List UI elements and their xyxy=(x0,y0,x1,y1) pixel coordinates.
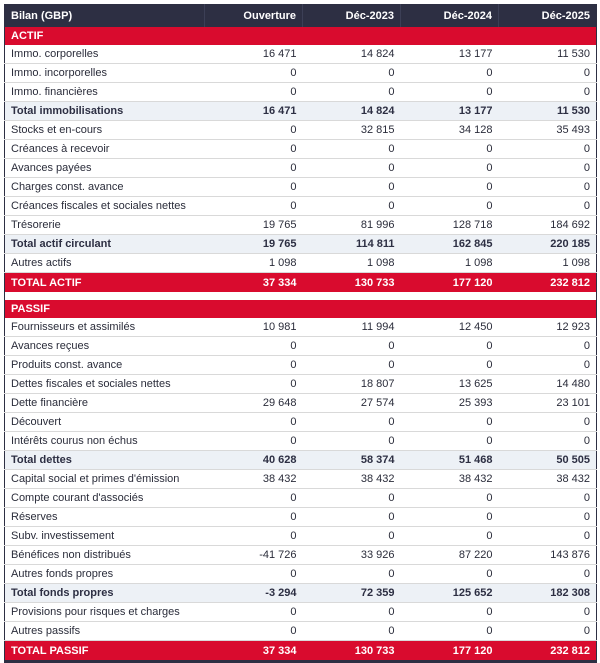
cell-value: 11 530 xyxy=(499,102,597,121)
row-label: Capital social et primes d'émission xyxy=(5,470,205,489)
cell-value: 0 xyxy=(303,83,401,102)
cell-value: 14 480 xyxy=(499,375,597,394)
cell-value: -3 294 xyxy=(205,584,303,603)
column-header-dec-2025: Déc-2025 xyxy=(499,4,597,27)
cell-value: 11 530 xyxy=(499,45,597,64)
cell-value: 0 xyxy=(205,508,303,527)
cell-value: 0 xyxy=(499,489,597,508)
cell-value: 0 xyxy=(303,64,401,83)
table-row xyxy=(5,489,597,508)
column-header-dec-2023: Déc-2023 xyxy=(303,4,401,27)
cell-value: 81 996 xyxy=(303,216,401,235)
section-title: PASSIF xyxy=(5,300,597,318)
cell-value: 0 xyxy=(499,508,597,527)
cell-value: 1 098 xyxy=(303,254,401,273)
row-label: TOTAL ACTIF xyxy=(5,273,205,293)
cell-value: 0 xyxy=(499,356,597,375)
cell-value: 0 xyxy=(205,178,303,197)
cell-value: 143 876 xyxy=(499,546,597,565)
row-label: Autres passifs xyxy=(5,622,205,641)
table-title: Bilan (GBP) xyxy=(5,4,205,27)
row-label: Total actif circulant xyxy=(5,235,205,254)
row-label: Fournisseurs et assimilés xyxy=(5,318,205,337)
cell-value: 0 xyxy=(205,527,303,546)
cell-value: 32 815 xyxy=(303,121,401,140)
cell-value: 14 824 xyxy=(303,102,401,121)
cell-value: 38 432 xyxy=(499,470,597,489)
row-label: Stocks et en-cours xyxy=(5,121,205,140)
table-row xyxy=(5,641,597,662)
cell-value: 0 xyxy=(205,603,303,622)
table-row xyxy=(5,394,597,413)
cell-value: 38 432 xyxy=(401,470,499,489)
cell-value: 0 xyxy=(499,603,597,622)
row-label: TOTAL PASSIF xyxy=(5,641,205,662)
cell-value: 0 xyxy=(303,527,401,546)
cell-value: 0 xyxy=(303,337,401,356)
cell-value: 13 177 xyxy=(401,102,499,121)
cell-value: 51 468 xyxy=(401,451,499,470)
cell-value: 0 xyxy=(499,140,597,159)
cell-value: 0 xyxy=(205,64,303,83)
cell-value: 184 692 xyxy=(499,216,597,235)
header-row xyxy=(5,4,597,27)
cell-value: 1 098 xyxy=(401,254,499,273)
cell-value: 0 xyxy=(303,603,401,622)
cell-value: 0 xyxy=(205,337,303,356)
cell-value: 0 xyxy=(499,159,597,178)
section-header-passif xyxy=(5,300,597,318)
cell-value: 0 xyxy=(205,622,303,641)
cell-value: 0 xyxy=(303,197,401,216)
cell-value: 0 xyxy=(401,489,499,508)
cell-value: 16 471 xyxy=(205,102,303,121)
cell-value: 177 120 xyxy=(401,273,499,293)
cell-value: 38 432 xyxy=(303,470,401,489)
row-label: Créances fiscales et sociales nettes xyxy=(5,197,205,216)
cell-value: 0 xyxy=(303,432,401,451)
table-row xyxy=(5,197,597,216)
table-row xyxy=(5,273,597,293)
cell-value: 114 811 xyxy=(303,235,401,254)
table-row xyxy=(5,318,597,337)
cell-value: 0 xyxy=(499,432,597,451)
table-row xyxy=(5,565,597,584)
row-label: Avances reçues xyxy=(5,337,205,356)
row-label: Total fonds propres xyxy=(5,584,205,603)
row-label: Immo. incorporelles xyxy=(5,64,205,83)
row-label: Intérêts courus non échus xyxy=(5,432,205,451)
table-row xyxy=(5,216,597,235)
table-header xyxy=(5,4,597,27)
cell-value: 58 374 xyxy=(303,451,401,470)
column-header-ouverture: Ouverture xyxy=(205,4,303,27)
cell-value: 177 120 xyxy=(401,641,499,662)
cell-value: 0 xyxy=(303,508,401,527)
cell-value: 0 xyxy=(303,413,401,432)
cell-value: 0 xyxy=(401,527,499,546)
row-label: Créances à recevoir xyxy=(5,140,205,159)
cell-value: 0 xyxy=(401,622,499,641)
cell-value: 38 432 xyxy=(205,470,303,489)
cell-value: 50 505 xyxy=(499,451,597,470)
cell-value: 128 718 xyxy=(401,216,499,235)
cell-value: 12 923 xyxy=(499,318,597,337)
cell-value: 0 xyxy=(401,337,499,356)
row-label: Dettes fiscales et sociales nettes xyxy=(5,375,205,394)
cell-value: 125 652 xyxy=(401,584,499,603)
table-row xyxy=(5,83,597,102)
table-row xyxy=(5,451,597,470)
table-row xyxy=(5,527,597,546)
cell-value: 16 471 xyxy=(205,45,303,64)
cell-value: 0 xyxy=(401,159,499,178)
table-row xyxy=(5,102,597,121)
cell-value: 0 xyxy=(205,413,303,432)
cell-value: 34 128 xyxy=(401,121,499,140)
cell-value: 0 xyxy=(205,140,303,159)
table-row xyxy=(5,584,597,603)
cell-value: 0 xyxy=(499,527,597,546)
cell-value: 0 xyxy=(205,121,303,140)
cell-value: 0 xyxy=(205,83,303,102)
row-label: Trésorerie xyxy=(5,216,205,235)
cell-value: 12 450 xyxy=(401,318,499,337)
cell-value: 23 101 xyxy=(499,394,597,413)
table-row xyxy=(5,356,597,375)
cell-value: 10 981 xyxy=(205,318,303,337)
table-row xyxy=(5,45,597,64)
cell-value: 72 359 xyxy=(303,584,401,603)
row-label: Autres actifs xyxy=(5,254,205,273)
cell-value: 19 765 xyxy=(205,216,303,235)
table-row xyxy=(5,178,597,197)
cell-value: 0 xyxy=(205,432,303,451)
table-row xyxy=(5,254,597,273)
cell-value: 0 xyxy=(205,375,303,394)
table-row xyxy=(5,603,597,622)
cell-value: 1 098 xyxy=(205,254,303,273)
row-label: Charges const. avance xyxy=(5,178,205,197)
cell-value: 0 xyxy=(499,178,597,197)
table-row xyxy=(5,432,597,451)
cell-value: 18 807 xyxy=(303,375,401,394)
cell-value: 14 824 xyxy=(303,45,401,64)
section-gap-cell xyxy=(5,292,597,300)
cell-value: 130 733 xyxy=(303,641,401,662)
cell-value: 0 xyxy=(401,508,499,527)
table-row xyxy=(5,546,597,565)
table-row xyxy=(5,337,597,356)
row-label: Total dettes xyxy=(5,451,205,470)
cell-value: 29 648 xyxy=(205,394,303,413)
cell-value: 0 xyxy=(499,64,597,83)
table-row xyxy=(5,121,597,140)
cell-value: 1 098 xyxy=(499,254,597,273)
cell-value: 0 xyxy=(303,159,401,178)
cell-value: 130 733 xyxy=(303,273,401,293)
table-row xyxy=(5,470,597,489)
cell-value: 33 926 xyxy=(303,546,401,565)
cell-value: 19 765 xyxy=(205,235,303,254)
cell-value: 0 xyxy=(303,565,401,584)
cell-value: 162 845 xyxy=(401,235,499,254)
cell-value: 27 574 xyxy=(303,394,401,413)
column-header-dec-2024: Déc-2024 xyxy=(401,4,499,27)
row-label: Subv. investissement xyxy=(5,527,205,546)
cell-value: 37 334 xyxy=(205,641,303,662)
cell-value: 232 812 xyxy=(499,273,597,293)
cell-value: -41 726 xyxy=(205,546,303,565)
section-gap xyxy=(5,292,597,300)
balance-sheet-table xyxy=(4,4,597,663)
section-header-actif xyxy=(5,27,597,45)
cell-value: 0 xyxy=(499,197,597,216)
cell-value: 0 xyxy=(499,622,597,641)
row-label: Compte courant d'associés xyxy=(5,489,205,508)
cell-value: 0 xyxy=(499,413,597,432)
cell-value: 11 994 xyxy=(303,318,401,337)
row-label: Découvert xyxy=(5,413,205,432)
cell-value: 0 xyxy=(401,197,499,216)
cell-value: 0 xyxy=(401,178,499,197)
cell-value: 35 493 xyxy=(499,121,597,140)
cell-value: 0 xyxy=(401,83,499,102)
cell-value: 0 xyxy=(205,356,303,375)
row-label: Réserves xyxy=(5,508,205,527)
cell-value: 0 xyxy=(401,565,499,584)
cell-value: 0 xyxy=(205,197,303,216)
table-row xyxy=(5,159,597,178)
cell-value: 182 308 xyxy=(499,584,597,603)
cell-value: 13 625 xyxy=(401,375,499,394)
table-row xyxy=(5,375,597,394)
cell-value: 0 xyxy=(303,356,401,375)
cell-value: 25 393 xyxy=(401,394,499,413)
cell-value: 37 334 xyxy=(205,273,303,293)
row-label: Avances payées xyxy=(5,159,205,178)
table-row xyxy=(5,508,597,527)
cell-value: 0 xyxy=(401,413,499,432)
cell-value: 0 xyxy=(401,140,499,159)
row-label: Provisions pour risques et charges xyxy=(5,603,205,622)
cell-value: 0 xyxy=(205,159,303,178)
section-title: ACTIF xyxy=(5,27,597,45)
table-row xyxy=(5,64,597,83)
row-label: Dette financière xyxy=(5,394,205,413)
table-row xyxy=(5,235,597,254)
row-label: Immo. financières xyxy=(5,83,205,102)
table-row xyxy=(5,140,597,159)
table-body xyxy=(5,27,597,662)
cell-value: 0 xyxy=(401,603,499,622)
table-row xyxy=(5,622,597,641)
cell-value: 0 xyxy=(499,83,597,102)
cell-value: 0 xyxy=(401,356,499,375)
cell-value: 0 xyxy=(303,140,401,159)
row-label: Autres fonds propres xyxy=(5,565,205,584)
cell-value: 13 177 xyxy=(401,45,499,64)
cell-value: 0 xyxy=(205,489,303,508)
cell-value: 232 812 xyxy=(499,641,597,662)
cell-value: 0 xyxy=(303,489,401,508)
table-row xyxy=(5,413,597,432)
cell-value: 0 xyxy=(205,565,303,584)
cell-value: 0 xyxy=(499,565,597,584)
cell-value: 40 628 xyxy=(205,451,303,470)
row-label: Immo. corporelles xyxy=(5,45,205,64)
cell-value: 0 xyxy=(499,337,597,356)
cell-value: 0 xyxy=(303,178,401,197)
cell-value: 0 xyxy=(303,622,401,641)
row-label: Bénéfices non distribués xyxy=(5,546,205,565)
row-label: Produits const. avance xyxy=(5,356,205,375)
cell-value: 0 xyxy=(401,64,499,83)
row-label: Total immobilisations xyxy=(5,102,205,121)
cell-value: 220 185 xyxy=(499,235,597,254)
cell-value: 0 xyxy=(401,432,499,451)
cell-value: 87 220 xyxy=(401,546,499,565)
